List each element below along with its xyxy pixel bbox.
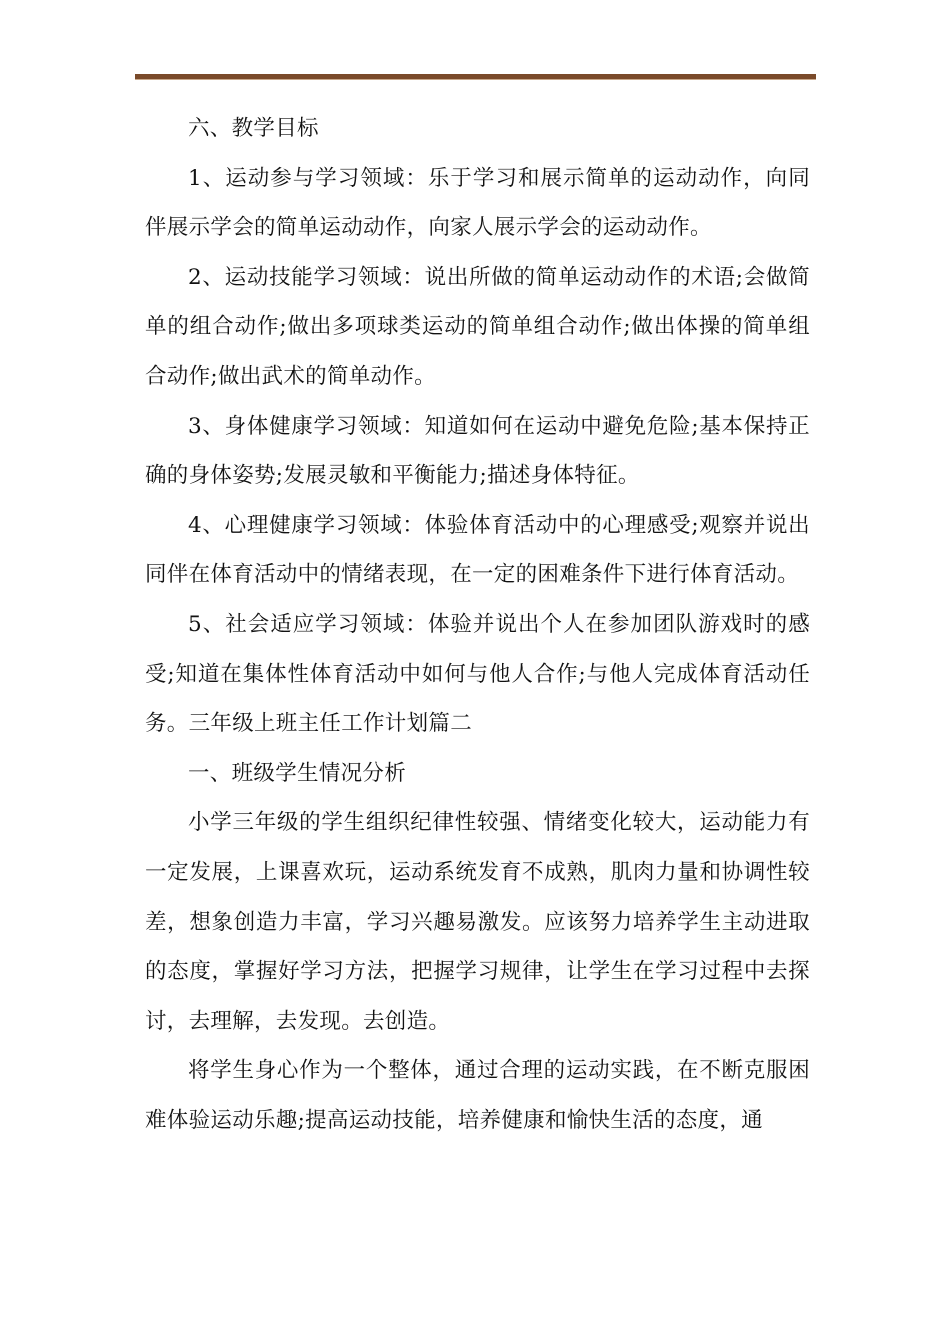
paragraph-goal-2: 2、运动技能学习领域：说出所做的简单运动动作的术语;会做简单的组合动作;做出多项球类运动的简单组合动作;做出体操的简单组合动作;做出武术的简单动作。: [145, 264, 810, 389]
paragraph-goal-4: 4、心理健康学习领域：体验体育活动中的心理感受;观察并说出同伴在体育活动中的情绪表现，在一定的困难条件下进行体育活动。: [145, 512, 810, 588]
section-heading-class-analysis: 一、班级学生情况分析: [188, 760, 407, 786]
paragraph-holistic-approach: 将学生身心作为一个整体，通过合理的运动实践，在不断克服困难体验运动乐趣;提高运动技能，培养健康和愉快生活的态度，通: [145, 1058, 810, 1133]
section-heading-teaching-goals: 六、教学目标: [188, 116, 319, 141]
paragraph-student-analysis: 小学三年级的学生组织纪律性较强、情绪变化较大，运动能力有一定发展，上课喜欢玩，运动系统发育不成熟，肌肉力量和协调性较差，想象创造力丰富，学习兴趣易激发。应该努力培养学生主动进取的态度，掌握好学习方法，把握学习规律，让学生在学习过程中去探讨，去理解，去发现。去创造。: [145, 810, 810, 1034]
paragraph-goal-3: 3、身体健康学习领域：知道如何在运动中避免危险;基本保持正确的身体姿势;发展灵敏和平衡能力;描述身体特征。: [145, 413, 810, 489]
paragraph-goal-5: 5、社会适应学习领域：体验并说出个人在参加团队游戏时的感受;知道在集体性体育活动中如何与他人合作;与他人完成体育活动任务。三年级上班主任工作计划篇二: [145, 611, 810, 737]
header-rule: [135, 74, 816, 80]
document-body: [145, 104, 810, 1145]
paragraph-goal-1: 1、运动参与学习领域：乐于学习和展示简单的运动动作，向同伴展示学会的简单运动动作，向家人展示学会的运动动作。: [145, 165, 810, 241]
